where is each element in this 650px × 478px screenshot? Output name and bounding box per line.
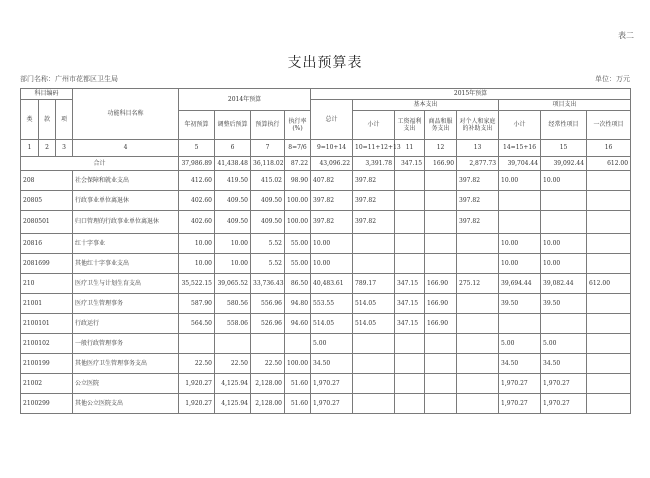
table-row — [21, 211, 631, 234]
subject-code: 2100102 — [21, 334, 73, 354]
amount-cell: 347.15 — [395, 294, 425, 314]
amount-cell: 100.00 — [285, 354, 311, 374]
header-execution: 预算执行 — [251, 111, 285, 140]
subject-name: 其他医疗卫生管理事务支出 — [73, 354, 179, 374]
amount-cell: 100.00 — [285, 191, 311, 211]
amount-cell — [215, 334, 251, 354]
table-row — [21, 191, 631, 211]
department-name: 部门名称：广州市花都区卫生局 — [20, 75, 118, 83]
subject-code: 2100299 — [21, 394, 73, 414]
amount-cell — [587, 394, 631, 414]
amount-cell: 275.12 — [457, 274, 499, 294]
column-number: 8=7/6 — [285, 140, 311, 157]
amount-cell: 10.00 — [215, 254, 251, 274]
total-label: 合计 — [21, 157, 179, 171]
amount-cell: 94.60 — [285, 314, 311, 334]
amount-cell: 397.82 — [311, 211, 353, 234]
amount-cell: 587.90 — [179, 294, 215, 314]
amount-cell: 166.90 — [425, 274, 457, 294]
amount-cell — [353, 374, 395, 394]
amount-cell: 409.50 — [251, 191, 285, 211]
amount-cell — [499, 191, 541, 211]
amount-cell — [425, 171, 457, 191]
amount-cell: 2,128.00 — [251, 394, 285, 414]
header-execution-rate: 执行率(%) — [285, 111, 311, 140]
amount-cell: 402.60 — [179, 191, 215, 211]
subject-code: 208 — [21, 171, 73, 191]
subject-code: 2080501 — [21, 211, 73, 234]
amount-cell — [587, 211, 631, 234]
column-number: 3 — [56, 140, 73, 157]
column-number: 1 — [21, 140, 39, 157]
amount-cell: 22.50 — [251, 354, 285, 374]
amount-cell: 10.00 — [499, 234, 541, 254]
amount-cell: 10.00 — [541, 234, 587, 254]
amount-cell — [285, 334, 311, 354]
amount-cell: 10.00 — [541, 254, 587, 274]
amount-cell — [353, 334, 395, 354]
amount-cell — [395, 334, 425, 354]
amount-cell — [425, 354, 457, 374]
amount-cell: 22.50 — [215, 354, 251, 374]
amount-cell: 415.02 — [251, 171, 285, 191]
amount-cell: 86.50 — [285, 274, 311, 294]
amount-cell — [587, 254, 631, 274]
amount-cell: 94.80 — [285, 294, 311, 314]
header-basic-subtotal: 小计 — [353, 111, 395, 140]
header-budget-2014: 2014年预算 — [179, 89, 311, 111]
amount-cell: 514.05 — [353, 294, 395, 314]
amount-cell — [587, 171, 631, 191]
subject-name: 医疗卫生管理事务 — [73, 294, 179, 314]
amount-cell: 558.06 — [215, 314, 251, 334]
table-row — [21, 234, 631, 254]
amount-cell: 10.00 — [179, 234, 215, 254]
amount-cell — [499, 314, 541, 334]
amount-cell: 98.90 — [285, 171, 311, 191]
amount-cell: 5.00 — [311, 334, 353, 354]
header-individual-family: 对个人和家庭的补助支出 — [457, 111, 499, 140]
amount-cell: 419.50 — [215, 171, 251, 191]
header-adjusted-budget: 调整后预算 — [215, 111, 251, 140]
amount-cell — [541, 314, 587, 334]
amount-cell — [425, 254, 457, 274]
amount-cell — [587, 294, 631, 314]
total-cell: 2,877.73 — [457, 157, 499, 171]
header-total: 总计 — [311, 100, 353, 140]
amount-cell: 22.50 — [179, 354, 215, 374]
amount-cell — [353, 354, 395, 374]
amount-cell: 51.60 — [285, 394, 311, 414]
subject-name: 社会保障和就业支出 — [73, 171, 179, 191]
amount-cell: 407.82 — [311, 171, 353, 191]
column-number: 9=10+14 — [311, 140, 353, 157]
amount-cell — [457, 254, 499, 274]
amount-cell: 397.82 — [457, 191, 499, 211]
budget-table — [20, 88, 631, 414]
amount-cell — [395, 191, 425, 211]
amount-cell: 556.96 — [251, 294, 285, 314]
total-cell: 36,118.02 — [251, 157, 285, 171]
amount-cell: 526.96 — [251, 314, 285, 334]
table-row — [21, 394, 631, 414]
amount-cell: 39.50 — [541, 294, 587, 314]
amount-cell: 39,082.44 — [541, 274, 587, 294]
amount-cell — [457, 334, 499, 354]
page-title: 支出预算表 — [287, 55, 363, 71]
header-subject-name: 功能科目名称 — [73, 89, 179, 140]
amount-cell — [425, 394, 457, 414]
page-tag: 表二 — [618, 31, 634, 40]
header-project-expense: 项目支出 — [499, 100, 631, 111]
amount-cell: 397.82 — [353, 191, 395, 211]
subject-code: 2100101 — [21, 314, 73, 334]
amount-cell: 10.00 — [499, 254, 541, 274]
amount-cell — [353, 234, 395, 254]
amount-cell: 397.82 — [311, 191, 353, 211]
amount-cell: 4,125.94 — [215, 374, 251, 394]
subject-code: 20805 — [21, 191, 73, 211]
column-number: 4 — [73, 140, 179, 157]
column-number: 13 — [457, 140, 499, 157]
amount-cell: 10.00 — [179, 254, 215, 274]
header-budget-2015: 2015年预算 — [311, 89, 631, 100]
amount-cell: 789.17 — [353, 274, 395, 294]
amount-cell: 1,970.27 — [311, 394, 353, 414]
subject-code: 20816 — [21, 234, 73, 254]
amount-cell: 347.15 — [395, 274, 425, 294]
amount-cell: 514.05 — [353, 314, 395, 334]
amount-cell: 580.56 — [215, 294, 251, 314]
header-project-subtotal: 小计 — [499, 111, 541, 140]
amount-cell: 409.50 — [251, 211, 285, 234]
amount-cell: 564.50 — [179, 314, 215, 334]
column-number: 11 — [395, 140, 425, 157]
amount-cell — [425, 374, 457, 394]
column-number: 16 — [587, 140, 631, 157]
amount-cell: 412.60 — [179, 171, 215, 191]
amount-cell: 397.82 — [457, 171, 499, 191]
table-row — [21, 314, 631, 334]
column-number: 10=11+12+13 — [353, 140, 395, 157]
amount-cell — [541, 191, 587, 211]
header-recurring-project: 经常性项目 — [541, 111, 587, 140]
header-onetime-project: 一次性项目 — [587, 111, 631, 140]
amount-cell — [541, 211, 587, 234]
amount-cell — [587, 334, 631, 354]
amount-cell: 34.50 — [311, 354, 353, 374]
column-number: 7 — [251, 140, 285, 157]
subject-code: 21002 — [21, 374, 73, 394]
amount-cell — [425, 211, 457, 234]
amount-cell — [179, 334, 215, 354]
amount-cell: 166.90 — [425, 294, 457, 314]
amount-cell: 347.15 — [395, 314, 425, 334]
amount-cell: 5.00 — [499, 334, 541, 354]
amount-cell — [395, 234, 425, 254]
amount-cell: 39.50 — [499, 294, 541, 314]
subject-code: 2081699 — [21, 254, 73, 274]
amount-cell — [587, 234, 631, 254]
amount-cell — [499, 211, 541, 234]
amount-cell: 5.52 — [251, 254, 285, 274]
table-row — [21, 294, 631, 314]
subject-name: 公立医院 — [73, 374, 179, 394]
amount-cell: 397.82 — [353, 171, 395, 191]
amount-cell — [587, 314, 631, 334]
amount-cell: 402.60 — [179, 211, 215, 234]
amount-cell — [395, 374, 425, 394]
column-number: 2 — [39, 140, 56, 157]
amount-cell: 10.00 — [311, 234, 353, 254]
total-cell: 37,986.89 — [179, 157, 215, 171]
subject-code: 21001 — [21, 294, 73, 314]
amount-cell — [395, 254, 425, 274]
subject-code: 2100199 — [21, 354, 73, 374]
amount-cell: 10.00 — [499, 171, 541, 191]
amount-cell — [457, 354, 499, 374]
amount-cell: 1,920.27 — [179, 394, 215, 414]
column-number: 6 — [215, 140, 251, 157]
amount-cell: 51.60 — [285, 374, 311, 394]
amount-cell: 1,970.27 — [499, 374, 541, 394]
amount-cell: 4,125.94 — [215, 394, 251, 414]
header-basic-expense: 基本支出 — [353, 100, 499, 111]
amount-cell — [457, 294, 499, 314]
amount-cell: 10.00 — [311, 254, 353, 274]
header-xiang: 项 — [56, 100, 73, 140]
subject-name: 其他红十字事业支出 — [73, 254, 179, 274]
amount-cell: 39,694.44 — [499, 274, 541, 294]
amount-cell: 166.90 — [425, 314, 457, 334]
amount-cell: 409.50 — [215, 211, 251, 234]
header-kuan: 款 — [39, 100, 56, 140]
table-row — [21, 334, 631, 354]
total-cell: 166.90 — [425, 157, 457, 171]
amount-cell — [395, 171, 425, 191]
subject-code: 210 — [21, 274, 73, 294]
column-number: 15 — [541, 140, 587, 157]
amount-cell — [587, 374, 631, 394]
amount-cell: 514.05 — [311, 314, 353, 334]
amount-cell: 10.00 — [541, 171, 587, 191]
amount-cell: 39,065.52 — [215, 274, 251, 294]
header-lei: 类 — [21, 100, 39, 140]
subject-name: 红十字事业 — [73, 234, 179, 254]
total-cell: 347.15 — [395, 157, 425, 171]
amount-cell: 1,970.27 — [541, 394, 587, 414]
subject-name: 其他公立医院支出 — [73, 394, 179, 414]
amount-cell: 1,920.27 — [179, 374, 215, 394]
table-row — [21, 171, 631, 191]
header-wage-welfare: 工资福利支出 — [395, 111, 425, 140]
amount-cell: 34.50 — [499, 354, 541, 374]
amount-cell: 409.50 — [215, 191, 251, 211]
amount-cell: 2,128.00 — [251, 374, 285, 394]
total-cell: 3,391.78 — [353, 157, 395, 171]
amount-cell: 10.00 — [215, 234, 251, 254]
amount-cell — [395, 394, 425, 414]
amount-cell: 5.52 — [251, 234, 285, 254]
amount-cell: 40,483.61 — [311, 274, 353, 294]
table-row — [21, 374, 631, 394]
amount-cell — [457, 234, 499, 254]
total-row — [21, 157, 631, 171]
table-row — [21, 274, 631, 294]
amount-cell: 55.00 — [285, 234, 311, 254]
amount-cell: 1,970.27 — [499, 394, 541, 414]
amount-cell — [395, 211, 425, 234]
header-initial-budget: 年初预算 — [179, 111, 215, 140]
amount-cell — [251, 334, 285, 354]
header-row-1 — [21, 89, 631, 100]
header-subject-code: 科目编码 — [21, 89, 73, 100]
amount-cell: 100.00 — [285, 211, 311, 234]
amount-cell: 612.00 — [587, 274, 631, 294]
table-row — [21, 254, 631, 274]
amount-cell: 553.55 — [311, 294, 353, 314]
subject-name: 行政运行 — [73, 314, 179, 334]
amount-cell — [457, 394, 499, 414]
column-number: 14=15+16 — [499, 140, 541, 157]
amount-cell: 34.50 — [541, 354, 587, 374]
header-goods-services: 商品和服务支出 — [425, 111, 457, 140]
table-row — [21, 354, 631, 374]
amount-cell — [425, 234, 457, 254]
subject-name: 行政事业单位离退休 — [73, 191, 179, 211]
total-cell: 43,096.22 — [311, 157, 353, 171]
amount-cell: 35,522.15 — [179, 274, 215, 294]
amount-cell — [425, 334, 457, 354]
amount-cell — [425, 191, 457, 211]
subject-name: 医疗卫生与计划生育支出 — [73, 274, 179, 294]
column-number: 12 — [425, 140, 457, 157]
amount-cell: 33,736.43 — [251, 274, 285, 294]
amount-cell: 1,970.27 — [311, 374, 353, 394]
total-cell: 41,438.48 — [215, 157, 251, 171]
amount-cell — [395, 354, 425, 374]
total-cell: 612.00 — [587, 157, 631, 171]
total-cell: 87.22 — [285, 157, 311, 171]
amount-cell: 55.00 — [285, 254, 311, 274]
total-cell: 39,704.44 — [499, 157, 541, 171]
amount-cell: 1,970.27 — [541, 374, 587, 394]
amount-cell: 397.82 — [353, 211, 395, 234]
amount-cell — [457, 314, 499, 334]
amount-cell — [457, 374, 499, 394]
column-number-row — [21, 140, 631, 157]
amount-cell — [353, 394, 395, 414]
amount-cell: 5.00 — [541, 334, 587, 354]
amount-cell: 397.82 — [457, 211, 499, 234]
amount-cell — [353, 254, 395, 274]
column-number: 5 — [179, 140, 215, 157]
amount-cell — [587, 354, 631, 374]
subject-name: 一般行政管理事务 — [73, 334, 179, 354]
subject-name: 归口管理的行政事业单位离退休 — [73, 211, 179, 234]
amount-cell — [587, 191, 631, 211]
total-cell: 39,092.44 — [541, 157, 587, 171]
unit-label: 单位：万元 — [595, 75, 630, 83]
